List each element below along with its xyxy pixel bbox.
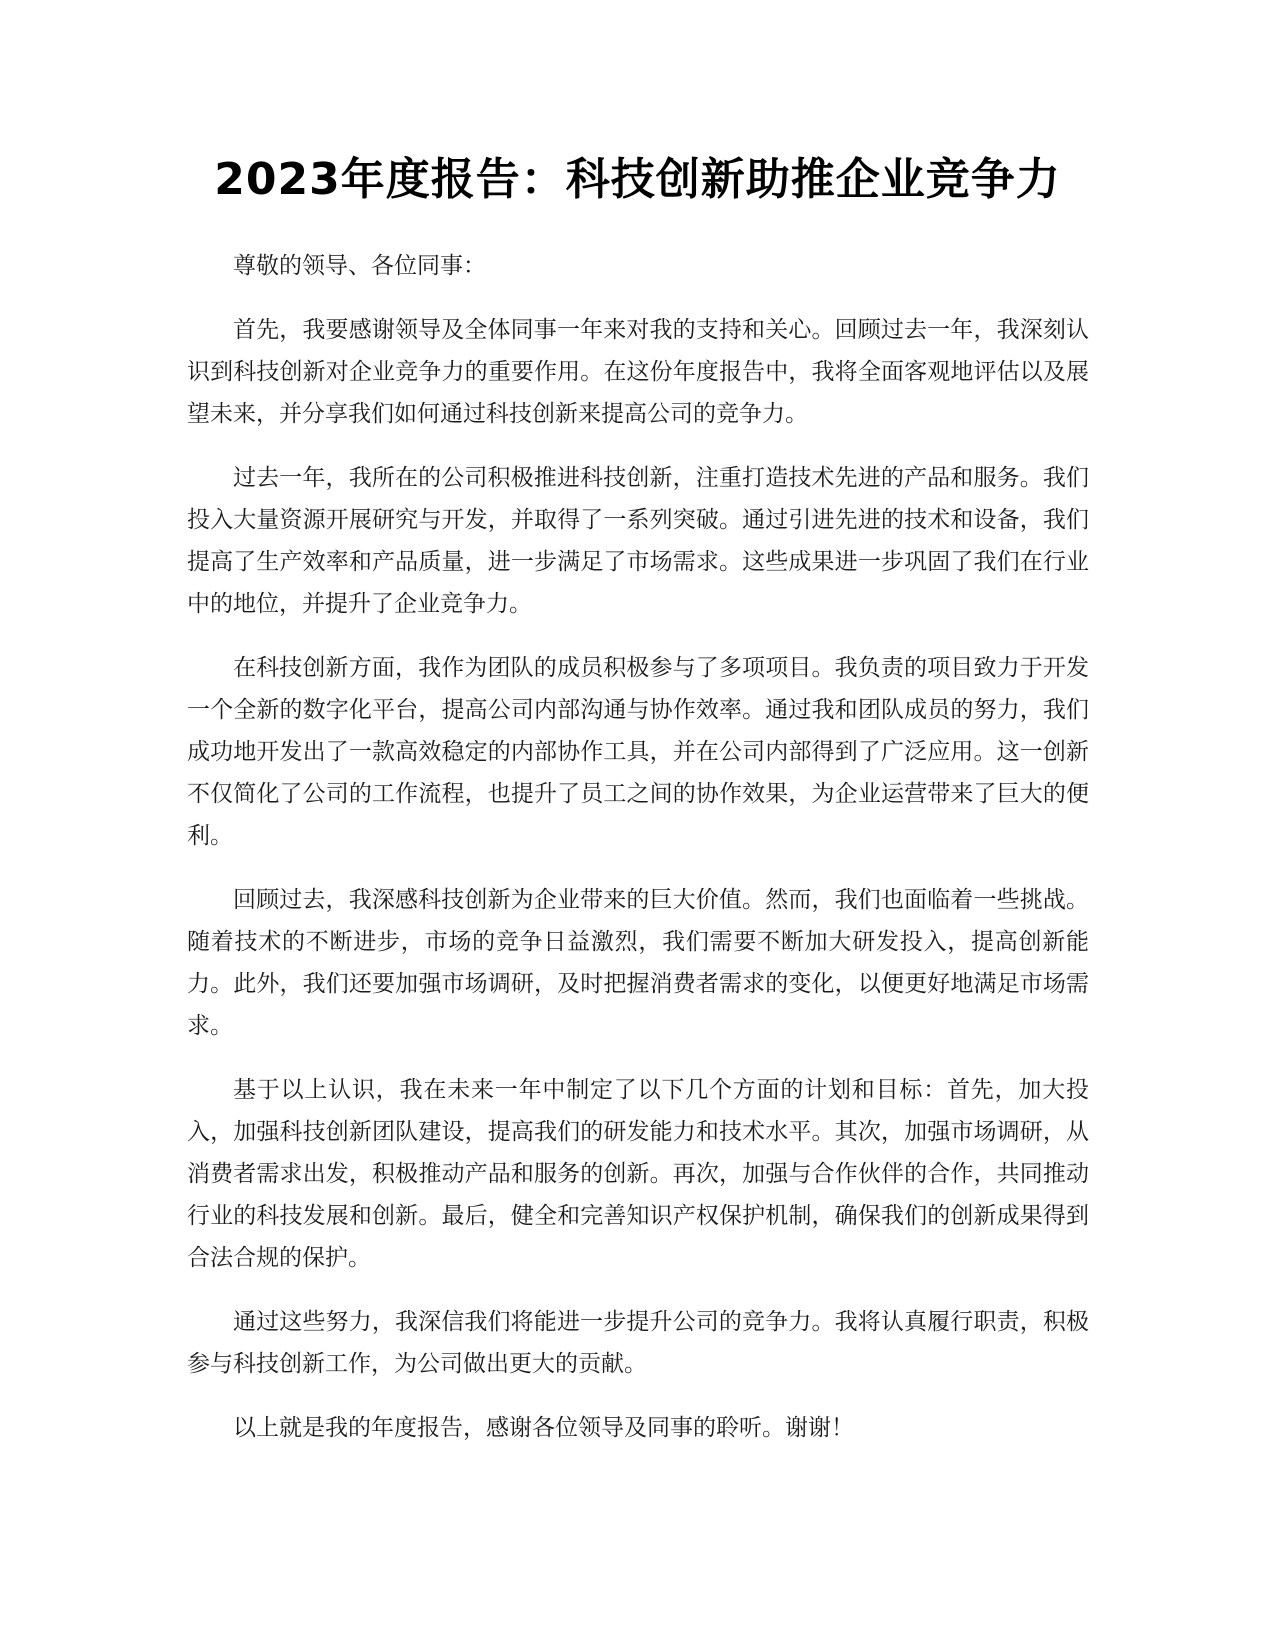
- paragraph-2: 过去一年，我所在的公司积极推进科技创新，注重打造技术先进的产品和服务。我们投入大量资源开展研究与开发，并取得了一系列突破。通过引进先进的技术和设备，我们提高了生产效率和产品质量，进一步满足了市场需求。这些成果进一步巩固了我们在行业中的地位，并提升了企业竞争力。: [187, 465, 1089, 617]
- salutation: 尊敬的领导、各位同事：: [233, 253, 486, 279]
- paragraph-7: 以上就是我的年度报告，感谢各位领导及同事的聆听。谢谢！: [233, 1415, 854, 1441]
- document-body: [187, 245, 1089, 1471]
- document-title: 2023年度报告：科技创新助推企业竞争力: [214, 154, 1061, 205]
- paragraph-1: 首先，我要感谢领导及全体同事一年来对我的支持和关心。回顾过去一年，我深刻认识到科技创新对企业竞争力的重要作用。在这份年度报告中，我将全面客观地评估以及展望未来，并分享我们如何通过科技创新来提高公司的竞争力。: [187, 317, 1089, 427]
- paragraph-4: 回顾过去，我深感科技创新为企业带来的巨大价值。然而，我们也面临着一些挑战。随着技术的不断进步，市场的竞争日益激烈，我们需要不断加大研发投入，提高创新能力。此外，我们还要加强市场调研，及时把握消费者需求的变化，以便更好地满足市场需求。: [187, 887, 1089, 1039]
- paragraph-3: 在科技创新方面，我作为团队的成员积极参与了多项项目。我负责的项目致力于开发一个全新的数字化平台，提高公司内部沟通与协作效率。通过我和团队成员的努力，我们成功地开发出了一款高效稳定的内部协作工具，并在公司内部得到了广泛应用。这一创新不仅简化了公司的工作流程，也提升了员工之间的协作效果，为企业运营带来了巨大的便利。: [187, 655, 1089, 849]
- paragraph-5: 基于以上认识，我在未来一年中制定了以下几个方面的计划和目标：首先，加大投入，加强科技创新团队建设，提高我们的研发能力和技术水平。其次，加强市场调研，从消费者需求出发，积极推动产品和服务的创新。再次，加强与合作伙伴的合作，共同推动行业的科技发展和创新。最后，健全和完善知识产权保护机制，确保我们的创新成果得到合法合规的保护。: [187, 1077, 1089, 1271]
- paragraph-6: 通过这些努力，我深信我们将能进一步提升公司的竞争力。我将认真履行职责，积极参与科技创新工作，为公司做出更大的贡献。: [187, 1309, 1089, 1377]
